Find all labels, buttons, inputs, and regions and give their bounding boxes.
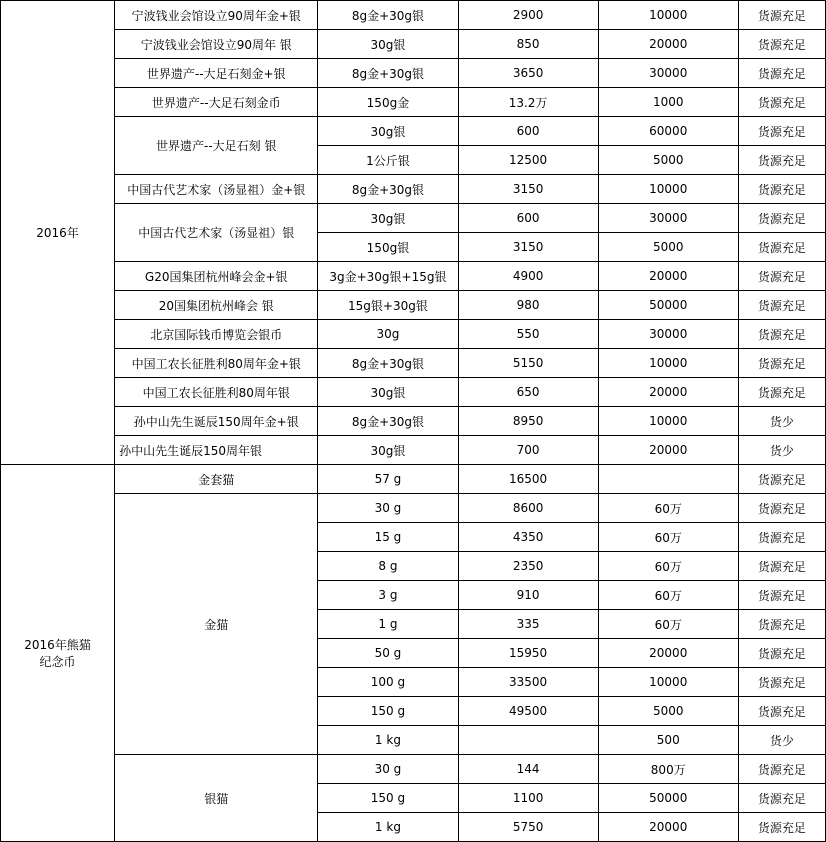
panda-label-line1: 2016年熊猫 (24, 638, 91, 652)
panda-label (1, 465, 115, 842)
coin-quantity: 1000 (598, 88, 738, 117)
coin-status: 货源充足 (738, 30, 825, 59)
table-row (1, 30, 826, 59)
coin-price: 650 (458, 378, 598, 407)
table-row (1, 320, 826, 349)
coin-spec: 8g金+30g银 (318, 349, 458, 378)
coin-spec: 30g (318, 320, 458, 349)
coin-price (458, 726, 598, 755)
coin-price: 15950 (458, 639, 598, 668)
coin-quantity: 10000 (598, 407, 738, 436)
coin-price: 550 (458, 320, 598, 349)
coin-quantity: 50000 (598, 291, 738, 320)
coin-quantity: 800万 (598, 755, 738, 784)
coin-spec: 30g银 (318, 204, 458, 233)
coin-quantity: 30000 (598, 204, 738, 233)
table-row (1, 291, 826, 320)
coin-status: 货源充足 (738, 378, 825, 407)
coin-price: 335 (458, 610, 598, 639)
coin-spec: 8g金+30g银 (318, 175, 458, 204)
coin-status: 货源充足 (738, 552, 825, 581)
silver-panda-label: 银猫 (115, 755, 318, 842)
coin-status: 货源充足 (738, 233, 825, 262)
coin-quantity: 20000 (598, 30, 738, 59)
coin-status: 货源充足 (738, 813, 825, 842)
table-row (1, 378, 826, 407)
coin-name: 金套猫 (115, 465, 318, 494)
coin-name: 中国工农长征胜利80周年金+银 (115, 349, 318, 378)
table-row (1, 175, 826, 204)
coin-name: 宁波钱业会馆设立90周年金+银 (115, 1, 318, 30)
coin-spec: 1 kg (318, 813, 458, 842)
coin-price: 3150 (458, 175, 598, 204)
coin-status: 货源充足 (738, 88, 825, 117)
coin-spec: 150g银 (318, 233, 458, 262)
coin-spec: 30g银 (318, 436, 458, 465)
coin-status: 货源充足 (738, 523, 825, 552)
coin-price: 1100 (458, 784, 598, 813)
coin-status: 货源充足 (738, 175, 825, 204)
coin-price: 910 (458, 581, 598, 610)
coin-name: 北京国际钱币博览会银币 (115, 320, 318, 349)
coin-status: 货源充足 (738, 494, 825, 523)
coin-price: 8600 (458, 494, 598, 523)
coin-quantity: 5000 (598, 697, 738, 726)
coin-spec: 150 g (318, 784, 458, 813)
table-row (1, 436, 826, 465)
coin-price: 12500 (458, 146, 598, 175)
coin-price: 33500 (458, 668, 598, 697)
coin-quantity: 60万 (598, 552, 738, 581)
table-row (1, 262, 826, 291)
coin-price: 3150 (458, 233, 598, 262)
coin-price: 5750 (458, 813, 598, 842)
coin-price: 49500 (458, 697, 598, 726)
coin-spec: 1公斤银 (318, 146, 458, 175)
coin-status: 货源充足 (738, 784, 825, 813)
coin-status: 货源充足 (738, 262, 825, 291)
coin-status: 货源充足 (738, 117, 825, 146)
coin-status: 货源充足 (738, 59, 825, 88)
table-row (1, 204, 826, 233)
coin-price: 4900 (458, 262, 598, 291)
coin-status: 货源充足 (738, 320, 825, 349)
coin-price: 16500 (458, 465, 598, 494)
coin-quantity: 10000 (598, 668, 738, 697)
coin-status: 货源充足 (738, 755, 825, 784)
coin-status: 货源充足 (738, 581, 825, 610)
coin-name: 中国工农长征胜利80周年银 (115, 378, 318, 407)
coin-name: G20国集团杭州峰会金+银 (115, 262, 318, 291)
table-row (1, 88, 826, 117)
coin-quantity: 60000 (598, 117, 738, 146)
coin-status: 货源充足 (738, 639, 825, 668)
coin-spec: 150 g (318, 697, 458, 726)
coin-status: 货源充足 (738, 610, 825, 639)
coin-quantity (598, 465, 738, 494)
coin-spec: 8g金+30g银 (318, 1, 458, 30)
coin-quantity: 60万 (598, 494, 738, 523)
coin-spec: 30 g (318, 755, 458, 784)
coin-status: 货源充足 (738, 697, 825, 726)
coin-name: 世界遗产--大足石刻金币 (115, 88, 318, 117)
coin-status: 货源充足 (738, 291, 825, 320)
coin-spec: 50 g (318, 639, 458, 668)
coin-status: 货少 (738, 407, 825, 436)
coin-quantity: 20000 (598, 378, 738, 407)
coin-price: 700 (458, 436, 598, 465)
coin-price: 5150 (458, 349, 598, 378)
coin-quantity: 60万 (598, 581, 738, 610)
table-row (1, 59, 826, 88)
coin-price: 8950 (458, 407, 598, 436)
coin-price: 2350 (458, 552, 598, 581)
coin-quantity: 10000 (598, 175, 738, 204)
coin-price: 600 (458, 117, 598, 146)
coin-spec: 30 g (318, 494, 458, 523)
table-row (1, 349, 826, 378)
table-row (1, 494, 826, 523)
coin-quantity: 30000 (598, 59, 738, 88)
coin-quantity: 60万 (598, 610, 738, 639)
coin-name: 孙中山先生诞辰150周年银 (115, 436, 318, 465)
coin-price: 4350 (458, 523, 598, 552)
coin-spec: 30g银 (318, 378, 458, 407)
coin-status: 货源充足 (738, 1, 825, 30)
coin-price: 850 (458, 30, 598, 59)
coin-quantity: 20000 (598, 262, 738, 291)
coin-quantity: 20000 (598, 436, 738, 465)
coin-price: 2900 (458, 1, 598, 30)
coin-quantity: 5000 (598, 233, 738, 262)
coin-price: 600 (458, 204, 598, 233)
coin-quantity: 500 (598, 726, 738, 755)
coin-quantity: 30000 (598, 320, 738, 349)
coin-spec: 30g银 (318, 117, 458, 146)
table-row (1, 755, 826, 784)
coin-status: 货少 (738, 726, 825, 755)
coin-status: 货源充足 (738, 668, 825, 697)
coin-name: 20国集团杭州峰会 银 (115, 291, 318, 320)
coin-spec: 3 g (318, 581, 458, 610)
coin-spec: 57 g (318, 465, 458, 494)
coin-name: 宁波钱业会馆设立90周年 银 (115, 30, 318, 59)
coin-spec: 100 g (318, 668, 458, 697)
table-row (1, 1, 826, 30)
coin-quantity: 20000 (598, 813, 738, 842)
coin-quantity: 50000 (598, 784, 738, 813)
coin-spec: 30g银 (318, 30, 458, 59)
coin-price: 980 (458, 291, 598, 320)
coin-spec: 1 g (318, 610, 458, 639)
table-row (1, 465, 826, 494)
coin-spec: 8 g (318, 552, 458, 581)
coin-spec: 1 kg (318, 726, 458, 755)
coin-quantity: 10000 (598, 349, 738, 378)
coin-quantity: 60万 (598, 523, 738, 552)
coin-quantity: 5000 (598, 146, 738, 175)
coin-status: 货源充足 (738, 146, 825, 175)
coin-status: 货源充足 (738, 204, 825, 233)
coin-spec: 3g金+30g银+15g银 (318, 262, 458, 291)
coin-name: 世界遗产--大足石刻金+银 (115, 59, 318, 88)
year-label: 2016年 (1, 1, 115, 465)
coin-status: 货源充足 (738, 349, 825, 378)
table-row (1, 117, 826, 146)
panda-label-line2: 纪念币 (39, 655, 76, 669)
coin-spec: 8g金+30g银 (318, 59, 458, 88)
coin-name: 世界遗产--大足石刻 银 (115, 117, 318, 175)
coin-price: 3650 (458, 59, 598, 88)
coin-price: 144 (458, 755, 598, 784)
coin-spec: 8g金+30g银 (318, 407, 458, 436)
coin-name: 中国古代艺术家（汤显祖）银 (115, 204, 318, 262)
coin-spec: 15g银+30g银 (318, 291, 458, 320)
coin-spec: 150g金 (318, 88, 458, 117)
coin-quantity: 20000 (598, 639, 738, 668)
table-row (1, 407, 826, 436)
coin-spec: 15 g (318, 523, 458, 552)
gold-panda-label: 金猫 (115, 494, 318, 755)
coin-price: 13.2万 (458, 88, 598, 117)
coin-quantity: 10000 (598, 1, 738, 30)
coin-status: 货少 (738, 436, 825, 465)
coin-status: 货源充足 (738, 465, 825, 494)
coin-name: 孙中山先生诞辰150周年金+银 (115, 407, 318, 436)
coin-name: 中国古代艺术家（汤显祖）金+银 (115, 175, 318, 204)
